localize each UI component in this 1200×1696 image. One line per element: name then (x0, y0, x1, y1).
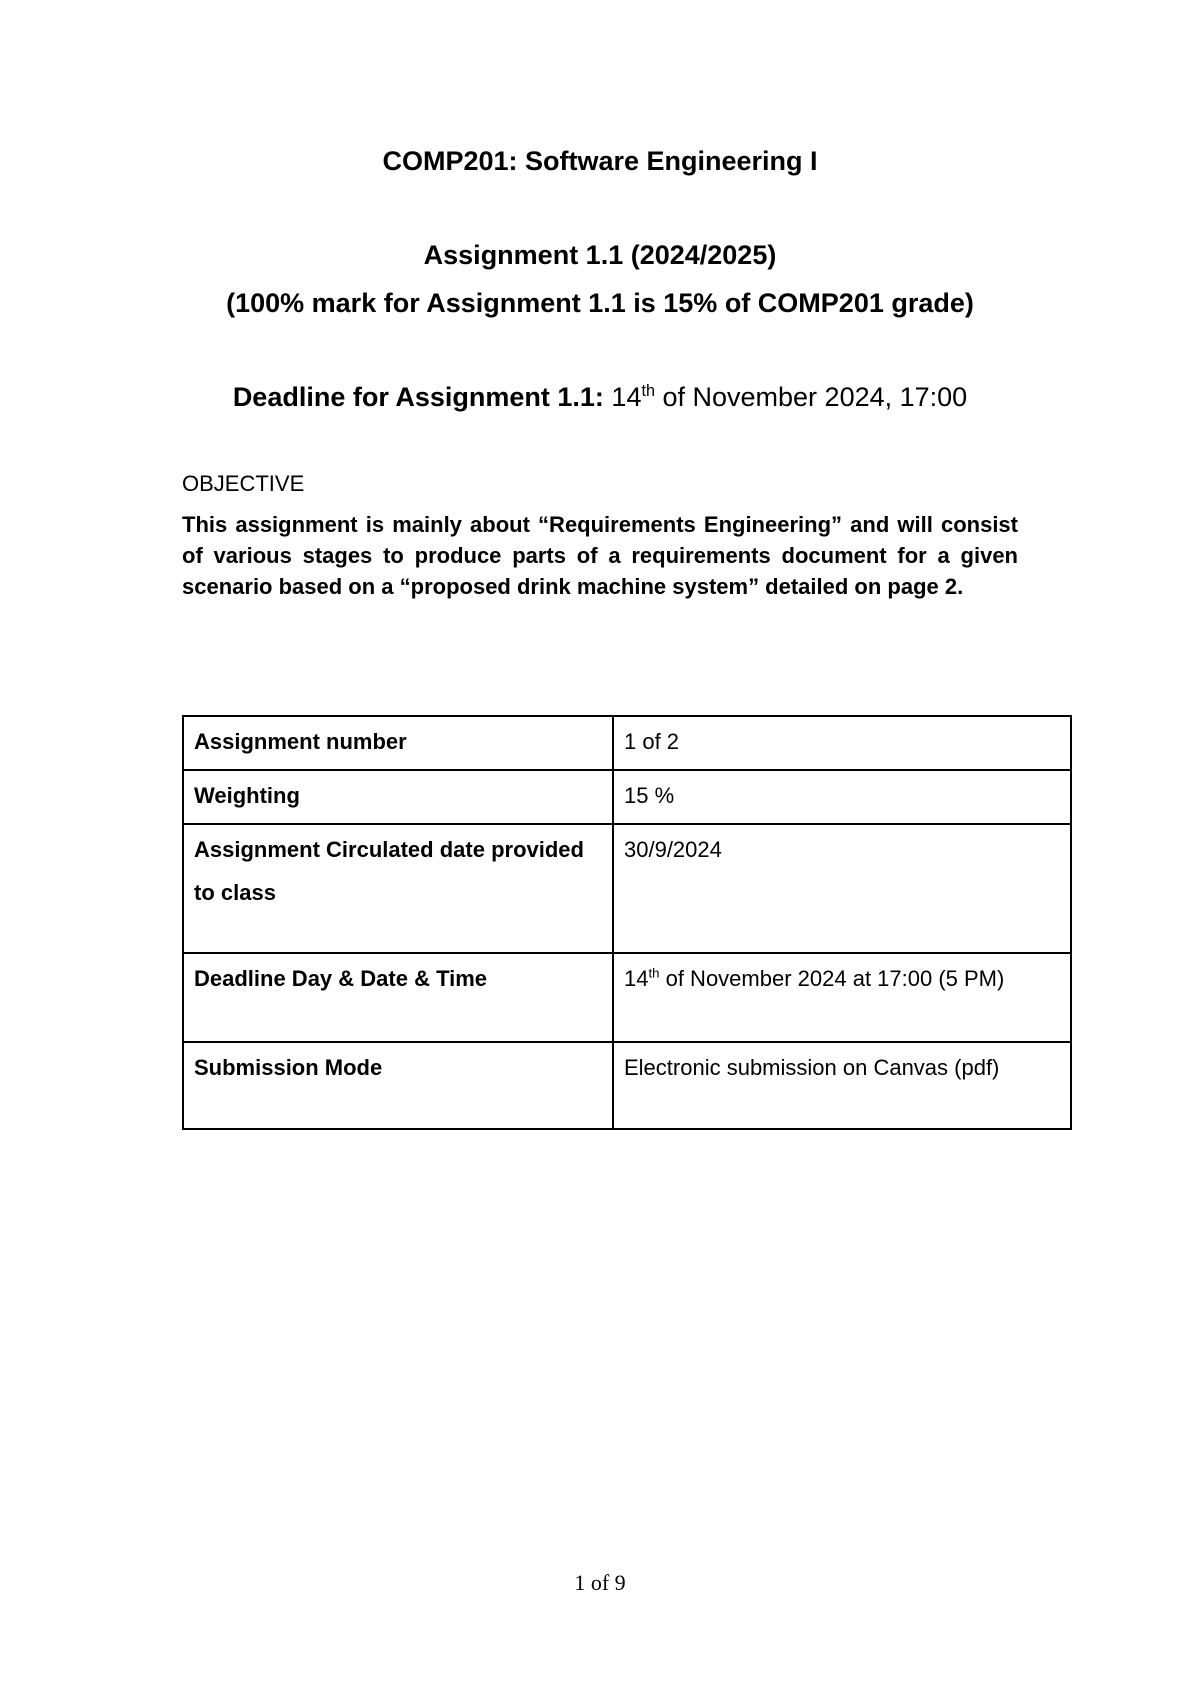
objective-body: This assignment is mainly about “Requirements Engineering” and will consist of various stages to produce parts of a requirements document for a given scenario based on a “proposed drink machine system” detailed on page 2. (182, 512, 1018, 599)
table-row (183, 953, 1071, 1042)
table-row (183, 1042, 1071, 1129)
deadline-value (611, 382, 967, 412)
row-value-weighting: 15 % (613, 770, 1071, 824)
assignment-heading: Assignment 1.1 (2024/2025) (423, 240, 777, 270)
row-value-assignment-number: 1 of 2 (613, 716, 1071, 770)
table-row (183, 770, 1071, 824)
assignment-info-table (182, 715, 1072, 1130)
row-label-weighting: Weighting (183, 770, 613, 824)
row-label-assignment-number: Assignment number (183, 716, 613, 770)
deadline-day: 14 (611, 382, 642, 412)
deadline-day-suffix: th (641, 382, 655, 400)
deadline-rest: of November 2024, 17:00 (654, 382, 968, 412)
deadline-cell-day: 14 (624, 966, 649, 991)
deadline-cell-rest: of November 2024 at 17:00 (5 PM) (659, 966, 1005, 991)
deadline-label: Deadline for Assignment 1.1: (232, 382, 604, 412)
row-value-submission-mode: Electronic submission on Canvas (pdf) (613, 1042, 1071, 1129)
row-label-deadline: Deadline Day & Date & Time (183, 953, 613, 1042)
deadline-line (0, 382, 1200, 413)
weight-note: (100% mark for Assignment 1.1 is 15% of COMP201 grade) (226, 288, 974, 318)
row-value-deadline (613, 953, 1071, 1042)
table-row (183, 824, 1071, 953)
page-number: 1 of 9 (574, 1570, 626, 1595)
document-title: COMP201: Software Engineering I (382, 146, 818, 176)
deadline-cell-suffix: th (648, 965, 660, 981)
table-row (183, 716, 1071, 770)
row-value-circulated-date: 30/9/2024 (613, 824, 1071, 953)
row-label-circulated-date: Assignment Circulated date provided to class (183, 824, 613, 953)
objective-heading: OBJECTIVE (182, 471, 305, 496)
row-label-submission-mode: Submission Mode (183, 1042, 613, 1129)
